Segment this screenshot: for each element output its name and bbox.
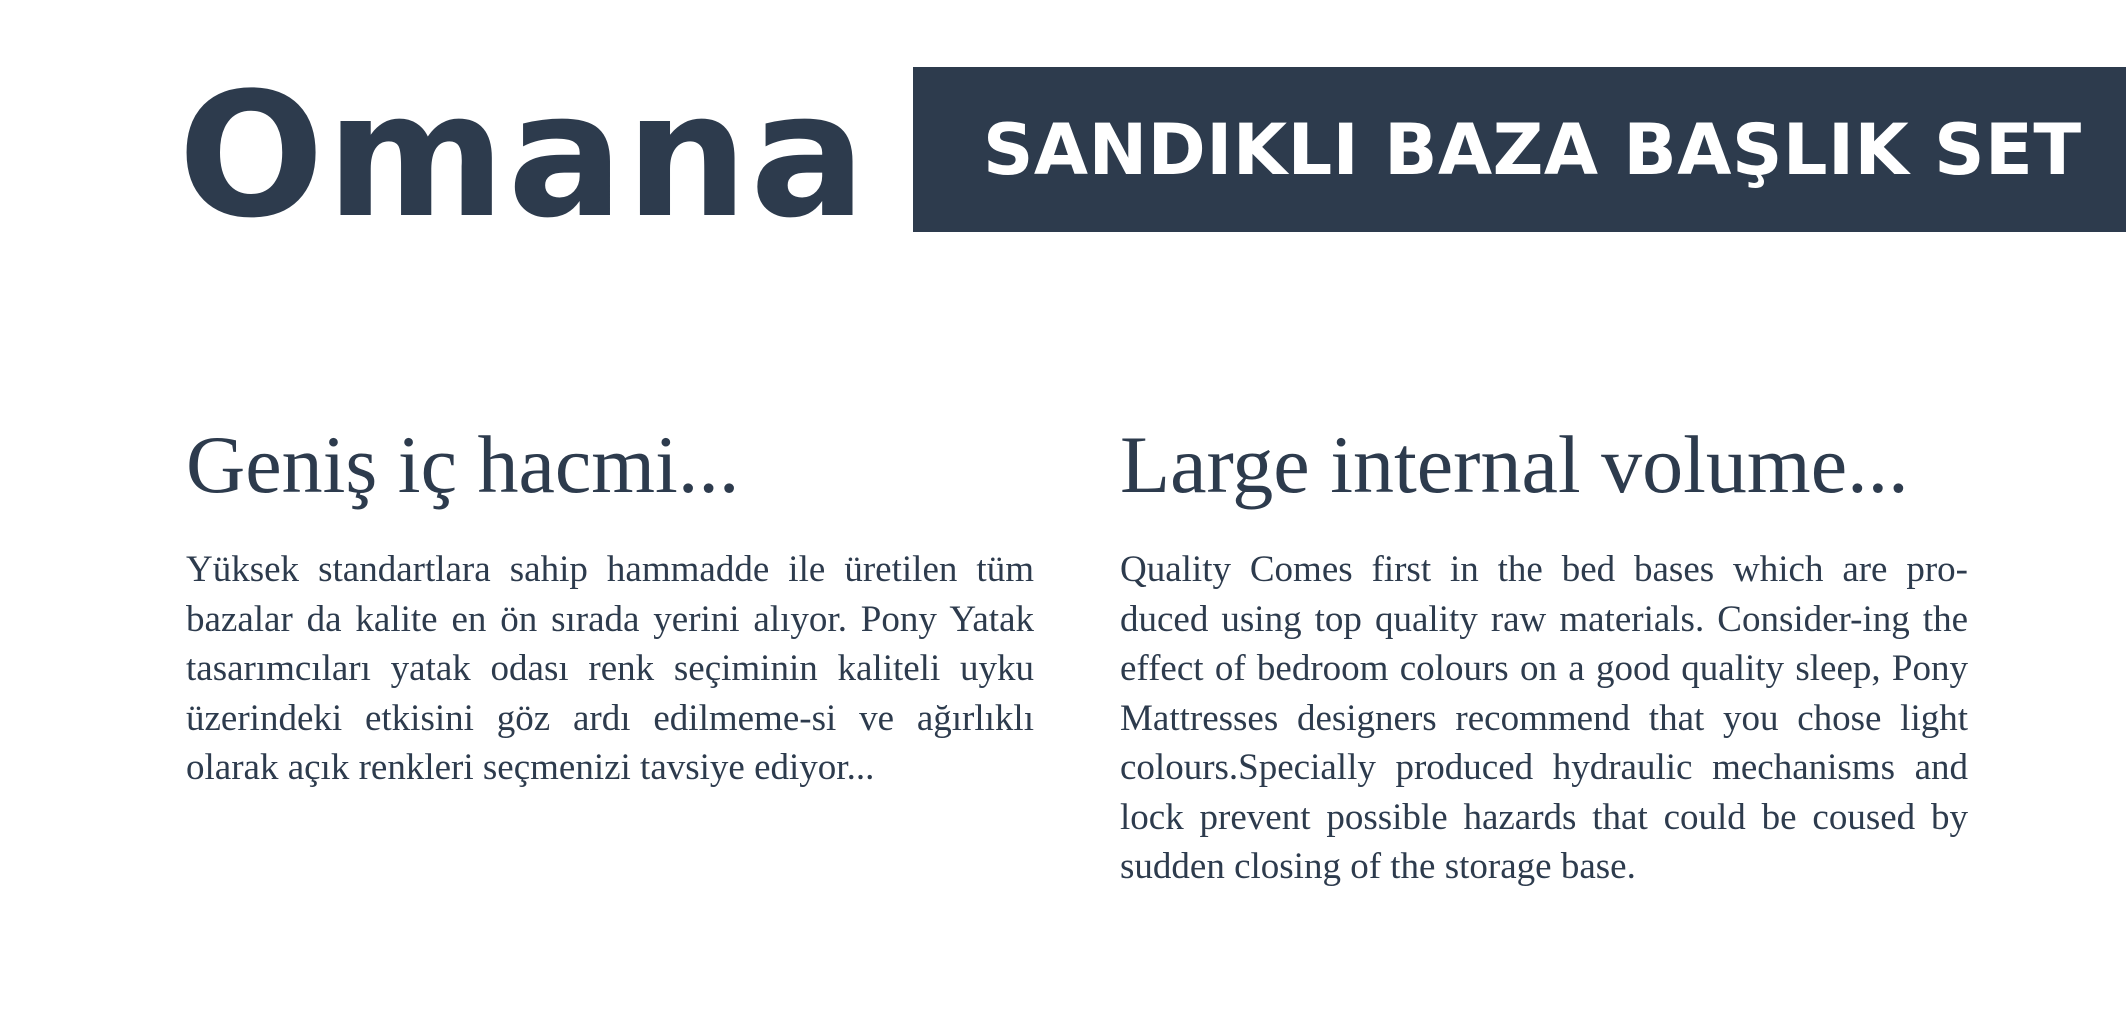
product-banner	[913, 67, 2126, 232]
english-heading: Large internal volume...	[1120, 419, 1909, 510]
turkish-body: Yüksek standartlara sahip hammadde ile üretilen tüm bazalar da kalite en ön sırada yerini alıyor. Pony Yatak tasarımcıları yatak odası renk seçiminin kaliteli uyku üzerindeki etkisini göz ardı edilmeme-si ve ağırlıklı olarak açık renkleri seçmenizi tavsiye ediyor...	[186, 549, 1034, 788]
banner-title: SANDIKLI BAZA BAŞLIK SET	[983, 108, 2082, 191]
brand-title: Omana	[178, 55, 869, 256]
english-section	[1120, 415, 1968, 892]
turkish-heading: Geniş iç hacmi...	[186, 419, 740, 510]
turkish-section	[186, 415, 1034, 793]
english-body: Quality Comes first in the bed bases which are pro-duced using top quality raw materials. Consider-ing the effect of bedroom colours on a good quality sleep, Pony Mattresses designers recommend that you chose light colours.Specially produced hydraulic mechanisms and lock prevent possible hazards that could be coused by sudden closing of the storage base.	[1120, 549, 1968, 887]
